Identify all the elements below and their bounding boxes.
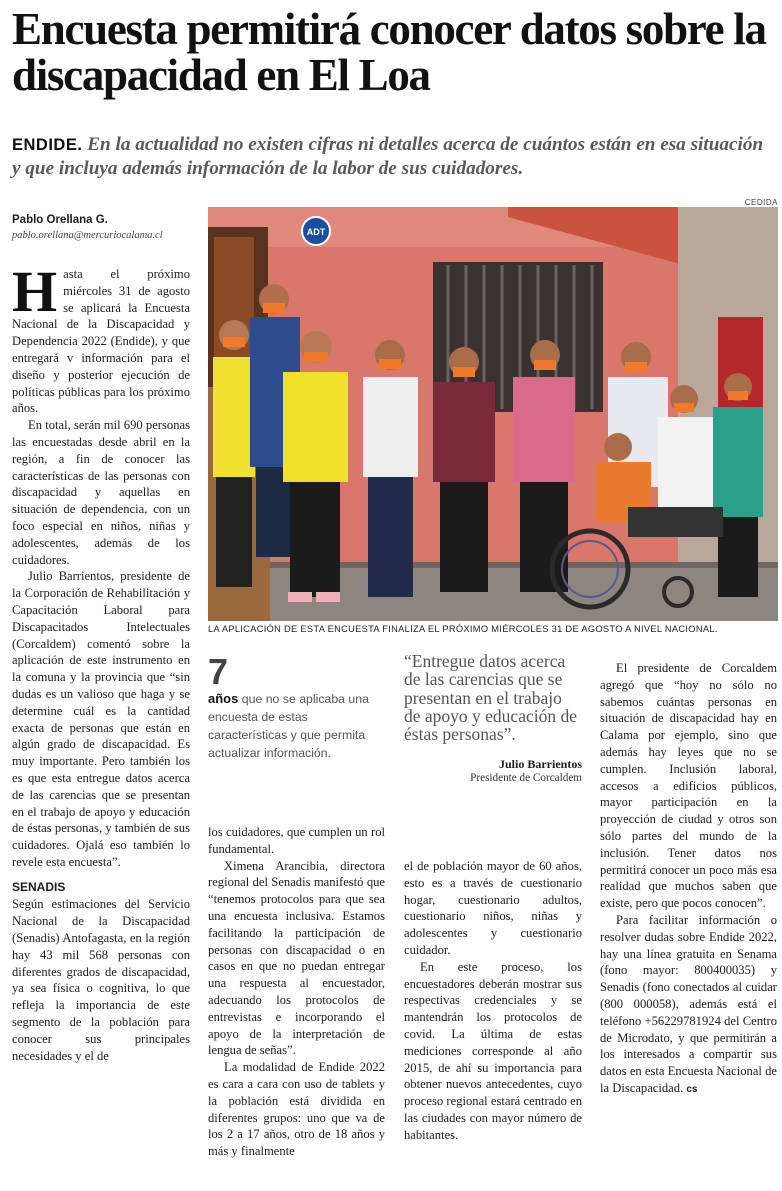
column-4 [600, 660, 777, 1099]
paragraph [12, 259, 190, 417]
headline: Encuesta permitirá conocer datos sobre la discapacidad en El Loa [12, 4, 766, 100]
quote-author: Julio Barrientos [499, 757, 582, 772]
pull-quote [404, 652, 582, 784]
lead-text: En la actualidad no existen cifras ni detalles acerca de cuántos están en esa situación y que incluya además información de la labor de sus cuidadores. [12, 134, 764, 179]
author-email[interactable]: pablo.orellana@mercuriocalama.cl [12, 230, 163, 241]
column-3 [404, 858, 582, 1144]
lead-tag: ENDIDE. [12, 136, 83, 154]
adt-sign-text: ADT [306, 227, 326, 237]
author-name: Pablo Orellana G. [12, 214, 108, 226]
photo-credit: CEDIDA [744, 198, 778, 207]
paragraph-text: asta el próximo miércoles 31 de agosto se aplicará la Encuesta Nacional de la Discapacidad y Dependencia 2022 (Endide), y que entregará v información para el diseño y posterior ejecución de políticas públicas para los próximo años. [12, 267, 190, 416]
lead-paragraph [12, 133, 774, 181]
paragraph: El presidente de Corcaldem agregó que “hoy no sólo no sabemos cuántas personas en situación de discapacidad hay en Calama por ejemplo, sino que además hay leyes que no se cumplen. Inclusión laboral, accesos a edificios públicos, mayor participación en la proyección de ciudad y otros son sólo partes del mundo de la inclusión. Tener datos nos permitirá conocer un poco más esa realidad que muchos saben que existe, pero que pocos conocen”. [600, 661, 777, 911]
paragraph: los cuidadores, que cumplen un rol fundamental. [208, 825, 385, 856]
paragraph: Ximena Arancibia, directora regional del Senadis manifestó que “tenemos protocolos para que sea una encuesta inclusiva. Estamos facilitando la participación de personas con discapacidad o en casos en que no puedan entregar una respuesta al encuestador, adecuando los protocolos de entrevistas e incorporando el apoyo de la interpretación de lengua de señas”. [208, 858, 385, 1058]
drop-cap: H [12, 259, 58, 324]
quote-text: “Entregue datos acerca de las carencias que se presentan en el trabajo de apoyo y educación de éstas personas”. [404, 651, 577, 745]
quote-author-role: Presidente de Corcaldem [470, 772, 582, 785]
section-subhead: SENADIS [12, 879, 66, 894]
stat-text [208, 692, 369, 760]
news-photo [208, 207, 778, 621]
paragraph: En total, serán mil 690 personas las encuestadas desde abril en la región, a fin de conocer las características de las personas con discapacidad y aquellas en situación de dependencia, con un foco especial en niños, niñas y adolescentes, además de los cuidadores. [12, 418, 190, 567]
column-1 [12, 259, 190, 1064]
paragraph-text: Para facilitar información o resolver dudas sobre Endide 2022, hay una línea gratuita en Senama (fono mayor: 800400035) y Senadis (fono conectados al cuidar (800 000058), además está el teléfono +56229781924 del Centro de Microdato, y que permitirán a los interesados a compartir sus datos en esta Encuesta Nacional de la Discapacidad. [600, 912, 777, 1095]
column-2 [208, 824, 385, 1160]
byline [12, 212, 202, 243]
paragraph: el de población mayor de 60 años, esto es a través de cuestionario hogar, cuestionario adultos, cuestionario niños, niñas y adolescentes y cuestionario cuidador. [404, 859, 582, 957]
paragraph: Julio Barrientos, presidente de la Corporación de Rehabilitación y Capacitación Laboral para Discapacitados Intelectuales (Corcaldem) comentó sobre la aplicación de este instrumento en la comuna y la provincia que “sin dudas es un valioso que haga y se determine cuál es la cantidad exacta de personas que están en algún grado de discapacidad. Es muy importante. Pero también los es que esta entregue datos acerca de las carencias que se presentan en el trabajo de apoyo y educación de éstas personas, y también de sus cuidadores. Ojalá eso también lo revele esta encuesta”. [12, 569, 190, 869]
photo-caption: LA APLICACIÓN DE ESTA ENCUESTA FINALIZA EL PRÓXIMO MIÉRCOLES 31 DE AGOSTO A NIVEL NACIONAL. [208, 624, 718, 634]
stat-unit: años [208, 691, 239, 706]
end-mark: cs [686, 1083, 698, 1095]
paragraph: En este proceso, los encuestadores deberán mostrar sus respectivas credenciales y se mantendrán los protocolos de covid. La última de estas mediciones corresponde al año 2015, de ahí su importancia para obtener nuevos antecedentes, cuyo proceso regional estará centrado en las ciudades con mayor número de habitantes. [404, 959, 582, 1142]
paragraph: Según estimaciones del Servicio Nacional de la Discapacidad (Senadis) Antofagasta, en la región hay 43 mil 568 personas con diferentes grados de discapacidad, ya sea física o cognitiva, lo que refleja la importancia de este segmento de la población para conocer sus principales necesidades y el de [12, 897, 190, 1063]
stat-box [208, 651, 388, 762]
paragraph: La modalidad de Endide 2022 es cara a cara con uso de tablets y la población está dividida en diferentes grupos: uno que va de los 2 a 17 años, otro de 18 años y más y finalmente [208, 1060, 385, 1159]
stat-description: que no se aplicaba una encuesta de estas características y que permita actualizar información. [208, 692, 369, 760]
stat-number: 7 [208, 651, 229, 692]
group-photo-illustration [208, 207, 778, 621]
paragraph [600, 912, 777, 1099]
